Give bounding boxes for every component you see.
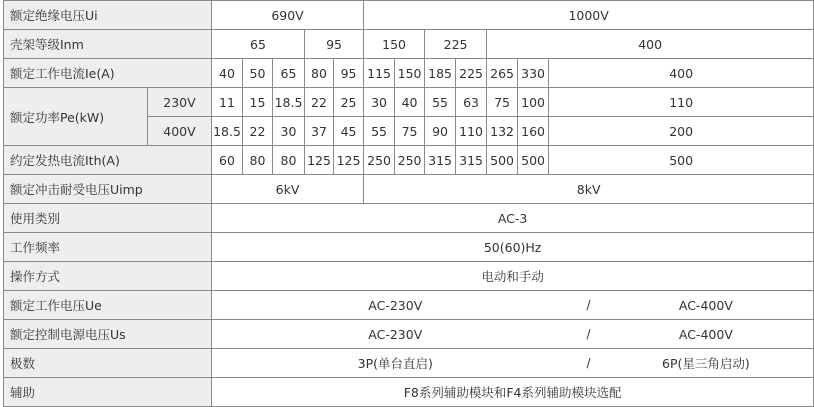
cell-power-400: 37 (305, 117, 334, 146)
cell-frame: 150 (364, 30, 425, 59)
cell-us-sep: / (579, 320, 599, 349)
cell-operation: 电动和手动 (212, 262, 814, 291)
row-insulation (4, 1, 814, 30)
label-us: 额定控制电源电压Us (4, 320, 212, 349)
cell-power-230: 100 (518, 88, 549, 117)
cell-power-400: 90 (425, 117, 456, 146)
cell-thermal: 125 (334, 146, 364, 175)
cell-thermal: 500 (487, 146, 518, 175)
cell-power-230: 110 (549, 88, 814, 117)
cell-frame: 95 (305, 30, 364, 59)
label-category: 使用类别 (4, 204, 212, 233)
cell-frame: 65 (212, 30, 305, 59)
cell-current: 400 (549, 59, 814, 88)
cell-current: 80 (305, 59, 334, 88)
row-aux (4, 378, 814, 407)
cell-power-400: 132 (487, 117, 518, 146)
cell-1000v: 1000V (364, 1, 814, 30)
cell-impulse-8kv: 8kV (364, 175, 814, 204)
cell-us-400: AC-400V (599, 320, 814, 349)
cell-thermal: 500 (518, 146, 549, 175)
cell-poles-3p: 3P(单台直启) (212, 349, 579, 378)
cell-current: 150 (395, 59, 425, 88)
label-insulation: 额定绝缘电压Ui (4, 1, 212, 30)
cell-current: 95 (334, 59, 364, 88)
row-operation (4, 262, 814, 291)
cell-power-400: 45 (334, 117, 364, 146)
cell-aux: F8系列辅助模块和F4系列辅助模块选配 (212, 378, 814, 407)
cell-current: 225 (456, 59, 487, 88)
cell-690v: 690V (212, 1, 364, 30)
cell-impulse-6kv: 6kV (212, 175, 364, 204)
cell-power-400: 18.5 (212, 117, 243, 146)
cell-power-400: 200 (549, 117, 814, 146)
cell-power-230: 55 (425, 88, 456, 117)
row-thermal (4, 146, 814, 175)
row-poles (4, 349, 814, 378)
label-impulse: 额定冲击耐受电压Uimp (4, 175, 212, 204)
row-us (4, 320, 814, 349)
cell-power-230: 30 (364, 88, 395, 117)
cell-poles-sep: / (579, 349, 599, 378)
label-poles: 极数 (4, 349, 212, 378)
label-frequency: 工作频率 (4, 233, 212, 262)
cell-power-400: 30 (273, 117, 305, 146)
cell-power-400: 55 (364, 117, 395, 146)
row-impulse (4, 175, 814, 204)
cell-ue-230: AC-230V (212, 291, 579, 320)
label-power-400v: 400V (148, 117, 212, 146)
cell-power-230: 25 (334, 88, 364, 117)
cell-thermal: 250 (395, 146, 425, 175)
label-thermal: 约定发热电流Ith(A) (4, 146, 212, 175)
cell-power-230: 18.5 (273, 88, 305, 117)
row-current (4, 59, 814, 88)
cell-us-230: AC-230V (212, 320, 579, 349)
cell-current: 40 (212, 59, 243, 88)
cell-current: 50 (243, 59, 273, 88)
cell-frequency: 50(60)Hz (212, 233, 814, 262)
label-current: 额定工作电流Ie(A) (4, 59, 212, 88)
row-category (4, 204, 814, 233)
label-frame: 壳架等级Inm (4, 30, 212, 59)
cell-power-400: 110 (456, 117, 487, 146)
row-frame (4, 30, 814, 59)
cell-category: AC-3 (212, 204, 814, 233)
cell-poles-6p: 6P(星三角启动) (599, 349, 814, 378)
cell-ue-sep: / (579, 291, 599, 320)
row-frequency (4, 233, 814, 262)
cell-power-230: 22 (305, 88, 334, 117)
label-aux: 辅助 (4, 378, 212, 407)
cell-frame: 400 (487, 30, 814, 59)
cell-thermal: 80 (243, 146, 273, 175)
cell-frame: 225 (425, 30, 487, 59)
label-operation: 操作方式 (4, 262, 212, 291)
cell-thermal: 250 (364, 146, 395, 175)
row-power-230 (4, 88, 814, 117)
cell-power-400: 160 (518, 117, 549, 146)
cell-current: 65 (273, 59, 305, 88)
cell-thermal: 80 (273, 146, 305, 175)
cell-thermal: 315 (425, 146, 456, 175)
cell-power-230: 15 (243, 88, 273, 117)
label-power: 额定功率Pe(kW) (4, 88, 148, 146)
cell-thermal: 60 (212, 146, 243, 175)
cell-power-400: 75 (395, 117, 425, 146)
cell-power-230: 40 (395, 88, 425, 117)
cell-current: 265 (487, 59, 518, 88)
cell-power-230: 75 (487, 88, 518, 117)
cell-thermal: 125 (305, 146, 334, 175)
cell-power-230: 63 (456, 88, 487, 117)
cell-current: 115 (364, 59, 395, 88)
cell-ue-400: AC-400V (599, 291, 814, 320)
spec-table (3, 0, 814, 407)
label-power-230v: 230V (148, 88, 212, 117)
cell-thermal: 315 (456, 146, 487, 175)
cell-power-230: 11 (212, 88, 243, 117)
label-ue: 额定工作电压Ue (4, 291, 212, 320)
cell-current: 185 (425, 59, 456, 88)
cell-current: 330 (518, 59, 549, 88)
cell-thermal: 500 (549, 146, 814, 175)
row-ue (4, 291, 814, 320)
cell-power-400: 22 (243, 117, 273, 146)
